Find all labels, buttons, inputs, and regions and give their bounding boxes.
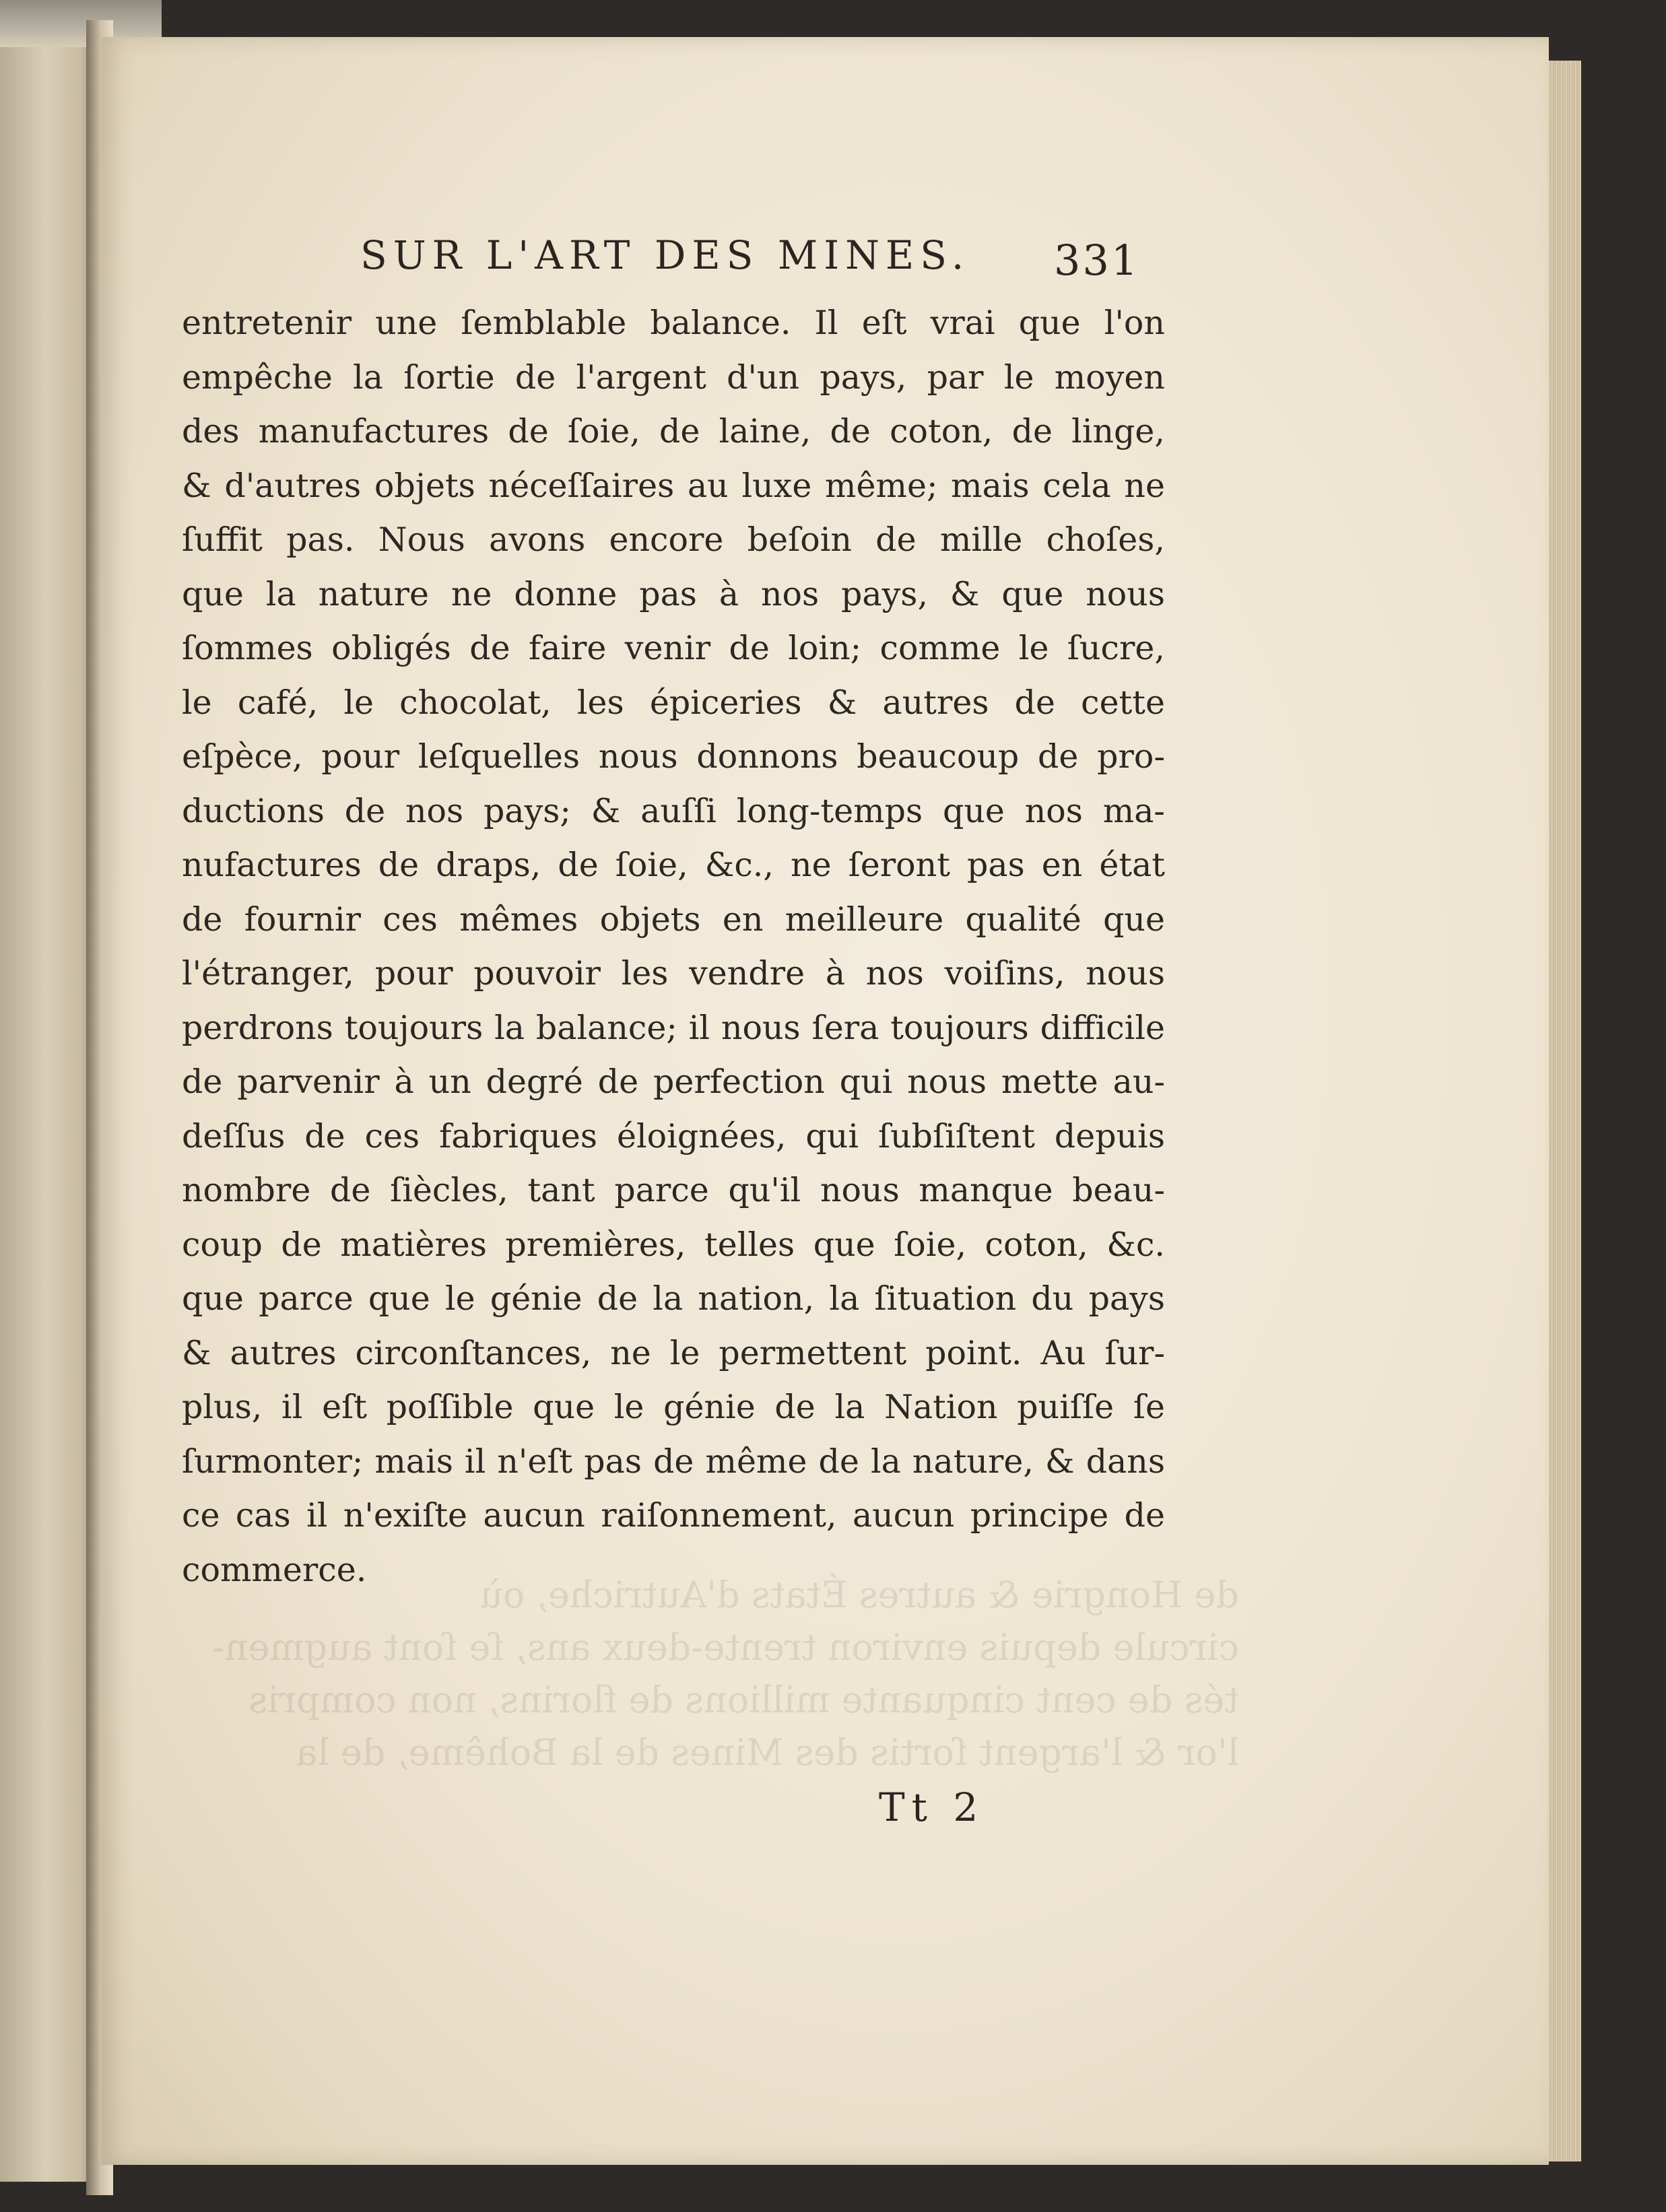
- text-line: ſommes obligés de faire venir de loin; comme le ſucre,: [182, 629, 1165, 667]
- text-line: commerce.: [182, 1550, 367, 1589]
- text-line: l'étranger, pour pouvoir les vendre à nos voiſins, nous: [182, 954, 1165, 993]
- show-through-line: l'or & l'argent ſortis des Mines de la Bohême, de la: [296, 1731, 1239, 1774]
- text-line: perdrons toujours la balance; il nous ſera toujours difficile: [182, 1008, 1165, 1047]
- text-line: que parce que le génie de la nation, la ſituation du pays: [182, 1279, 1165, 1318]
- show-through-line: tés de cent cinquante millions de florins, non compris: [248, 1679, 1239, 1721]
- page-number: 331: [1054, 236, 1140, 285]
- text-line: & d'autres objets néceſſaires au luxe même; mais cela ne: [182, 466, 1165, 505]
- text-line: coup de matières premières, telles que ſoie, coton, &c.: [182, 1225, 1165, 1264]
- text-line: que la nature ne donne pas à nos pays, & que nous: [182, 574, 1165, 613]
- text-line: de parvenir à un degré de perfection qui nous mette au-: [182, 1063, 1165, 1101]
- text-line: ductions de nos pays; & auſſi long-temps que nos ma-: [182, 791, 1165, 830]
- text-line: eſpèce, pour leſquelles nous donnons beaucoup de pro-: [182, 737, 1165, 776]
- text-line: deſſus de ces fabriques éloignées, qui ſubſiſtent depuis: [182, 1116, 1165, 1155]
- text-line: plus, il eſt poſſible que le génie de la Nation puiſſe ſe: [182, 1388, 1165, 1426]
- text-line: ſurmonter; mais il n'eſt pas de même de la nature, & dans: [182, 1442, 1165, 1481]
- text-line: entretenir une ſemblable balance. Il eſt vrai que l'on: [182, 304, 1165, 342]
- text-line: de fournir ces mêmes objets en meilleure qualité que: [182, 900, 1165, 939]
- running-head: SUR L'ART DES MINES.: [360, 232, 970, 278]
- body-text: [182, 296, 1165, 1597]
- text-line: ce cas il n'exiſte aucun raiſonnement, aucun principe de: [182, 1496, 1165, 1535]
- text-line: le café, le chocolat, les épiceries & autres de cette: [182, 683, 1165, 722]
- show-through-line: de Hongrie & autres États d'Autriche, où: [479, 1574, 1239, 1616]
- page-fore-edge: [1549, 61, 1581, 2161]
- text-line: & autres circonſtances, ne le permettent point. Au ſur-: [182, 1333, 1165, 1372]
- show-through-line: circule depuis environ trente-deux ans, ſe ſont augmen-: [212, 1626, 1239, 1669]
- show-through-text: [162, 1569, 1239, 1791]
- signature-mark: Tt 2: [879, 1784, 985, 1830]
- text-line: ſuffit pas. Nous avons encore beſoin de mille choſes,: [182, 521, 1165, 559]
- text-line: des manufactures de ſoie, de laine, de coton, de linge,: [182, 412, 1165, 450]
- text-line: nombre de ſiècles, tant parce qu'il nous manque beau-: [182, 1171, 1165, 1209]
- text-line: nufactures de draps, de ſoie, &c., ne ſeront pas en état: [182, 846, 1165, 884]
- text-line: empêche la ſortie de l'argent d'un pays, par le moyen: [182, 358, 1165, 397]
